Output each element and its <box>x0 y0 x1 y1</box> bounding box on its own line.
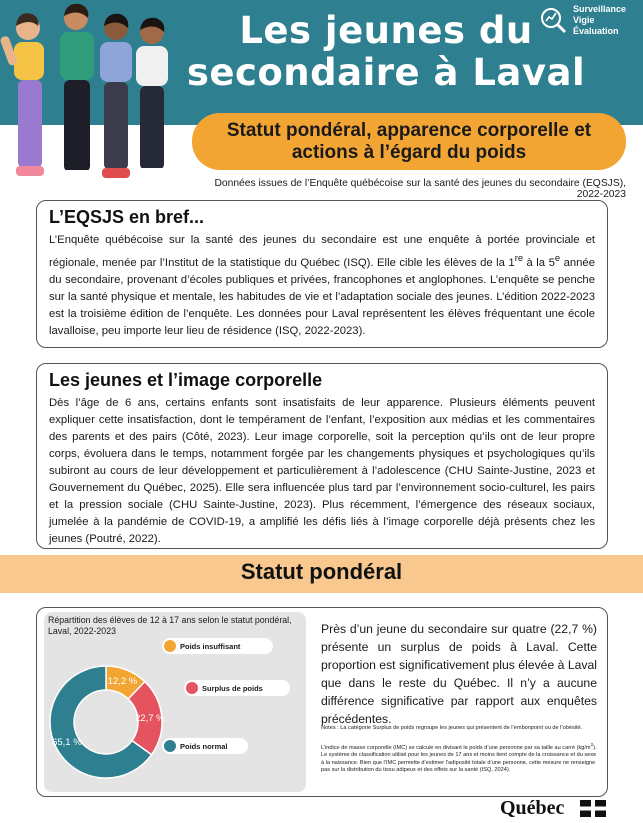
legend-swatch-1 <box>186 682 198 694</box>
person-4-legs <box>140 86 164 170</box>
person-1-shoe <box>16 166 44 176</box>
person-4-shoe <box>138 168 166 178</box>
legend-label-0: Poids insuffisant <box>180 642 241 651</box>
quebec-logo-text: Québec <box>500 797 565 819</box>
legend-item-0 <box>162 638 273 654</box>
legend-swatch-2 <box>164 740 176 752</box>
brand-block <box>539 4 639 38</box>
subtitle-banner <box>192 113 626 170</box>
legend-item-1 <box>184 680 290 696</box>
donut-value-label-0: 12,2 % <box>107 676 138 688</box>
body-image-body: Dès l’âge de 6 ans, certains enfants sont insatisfaits de leur apparence. Plusieurs éléments peuvent expliquer cette insatisfaction, dont le tempérament de l’enfant, l’exposition aux médias et les commentaires des parents et des pairs (Côté, 2023). Leur image corporelle, soit la perception qu’ils ont de leur propre corps, évoluera dans le temps, notamment forgée par les changements physiques et psychologiques qu’ils subiront au cours de leur développement et particulièrement à l’adolescence (CHU Sainte-Justine, 2023 et Gouvernement du Québec, 2025). Elle sera influencée plus tard par l’environnement socio-culturel, les pairs et la pression sociale (CHU Sainte-Justine, 2023). Plus récemment, l’émergence des réseaux sociaux, jumelée à la pandémie de COVID-19, a amplifié les défis liés à l’image corporelle déjà présents chez les jeunes (Poutré, 2022). <box>49 397 595 545</box>
page-title: Les jeunes du secondaire à Laval <box>186 9 586 94</box>
eqsjs-sup-2: e <box>554 252 561 263</box>
source-line: Données issues de l’Enquête québécoise sur la santé des jeunes du secondaire (EQSJS), 2022-2023 <box>214 178 626 200</box>
legend-label-2: Poids normal <box>180 742 228 751</box>
person-4-torso <box>136 46 168 86</box>
legend-item-2 <box>162 738 248 754</box>
person-3-legs <box>104 82 128 170</box>
person-3-shoe <box>102 168 130 178</box>
fleurdelise-flag-icon <box>580 800 606 817</box>
note-2 <box>321 741 599 775</box>
body-image-box <box>36 363 608 549</box>
brand-line-3: Évaluation <box>573 26 619 36</box>
eqsjs-heading: L’EQSJS en bref... <box>49 207 205 227</box>
eqsjs-body-part-2: à la 5 <box>523 256 555 269</box>
statut-text: Près d’un jeune du secondaire sur quatre (22,7 %) présente un surplus de poids à Laval. Cette proportion est significativement plus élevée à Laval que dans le reste du Québec. Il n’y a aucune différence significative par rapport aux enquêtes précédentes. <box>321 622 597 726</box>
eqsjs-body-part-3: année du secondaire, provenant d’écoles publiques et privées, francophones et anglophones. L’enquête se penche sur la santé physique et mentale, les habitudes de vie et l’adaptation sociale des jeunes. L’édition 2022-2023 est la troisième édition de l’enquête. Les données pour Laval représentent les élèves fréquentant une école lavalloise, peu importe leur lieu de résidence (ISQ, 2022-2023). <box>49 256 595 337</box>
quebec-logo <box>500 797 610 819</box>
person-3-torso <box>100 42 132 82</box>
youth-illustration <box>0 0 185 190</box>
brand-line-1: Surveillance <box>573 4 627 14</box>
chart-title: Répartition des élèves de 12 à 17 ans selon le statut pondéral, Laval, 2022-2023 <box>48 615 292 636</box>
eqsjs-body <box>49 232 595 340</box>
eqsjs-body-part-1: L’Enquête québécoise sur la santé des jeunes du secondaire est une enquête à portée provinciale et régionale, menée par l’Institut de la statistique du Québec (ISQ). Elle cible les élèves de la 1 <box>49 234 595 269</box>
donut-value-label-2: 65,1 % <box>52 737 82 749</box>
person-2-shoe <box>62 170 92 180</box>
donut-chart <box>44 612 306 792</box>
person-1-torso <box>14 42 44 80</box>
person-1-legs <box>18 80 42 168</box>
brand-line-2: Vigie <box>573 15 595 25</box>
donut-value-label-1: 22,7 % <box>135 712 165 724</box>
person-2-torso <box>60 32 94 80</box>
subtitle: Statut pondéral, apparence corporelle et actions à l’égard du poids <box>226 119 592 163</box>
note-2-part-1: L’indice de masse corporelle (IMC) se calcule en divisant le poids d’une personne par sa taille au carré (kg/m <box>321 744 591 751</box>
body-image-heading: Les jeunes et l’image corporelle <box>49 370 323 390</box>
legend-swatch-0 <box>164 640 176 652</box>
statut-ponderal-title: Statut pondéral <box>240 559 403 584</box>
brand-text <box>573 4 626 37</box>
note-2-sup: 2 <box>590 742 594 747</box>
note-2-part-2: ). Le système de classification utilisé pour les jeunes de 17 ans et moins tient compte de la croissance et du sexe à la naissance. Bien que l’IMC permette d’estimer l’adiposité totale d’une personne, cette mesure ne renseigne pas sur la distribution du tissu adipeux et des effets sur la santé (ISQ, 2024). <box>321 744 597 774</box>
legend-label-1: Surplus de poids <box>202 684 263 693</box>
person-2-legs <box>64 80 90 172</box>
magnifier-chart-icon <box>539 6 567 34</box>
eqsjs-sup-1: re <box>514 252 524 263</box>
note-1: Notes : La catégorie Surplus de poids regroupe les jeunes qui présentent de l’embonpoint ou de l’obésité. <box>321 725 583 731</box>
eqsjs-box <box>36 200 608 348</box>
